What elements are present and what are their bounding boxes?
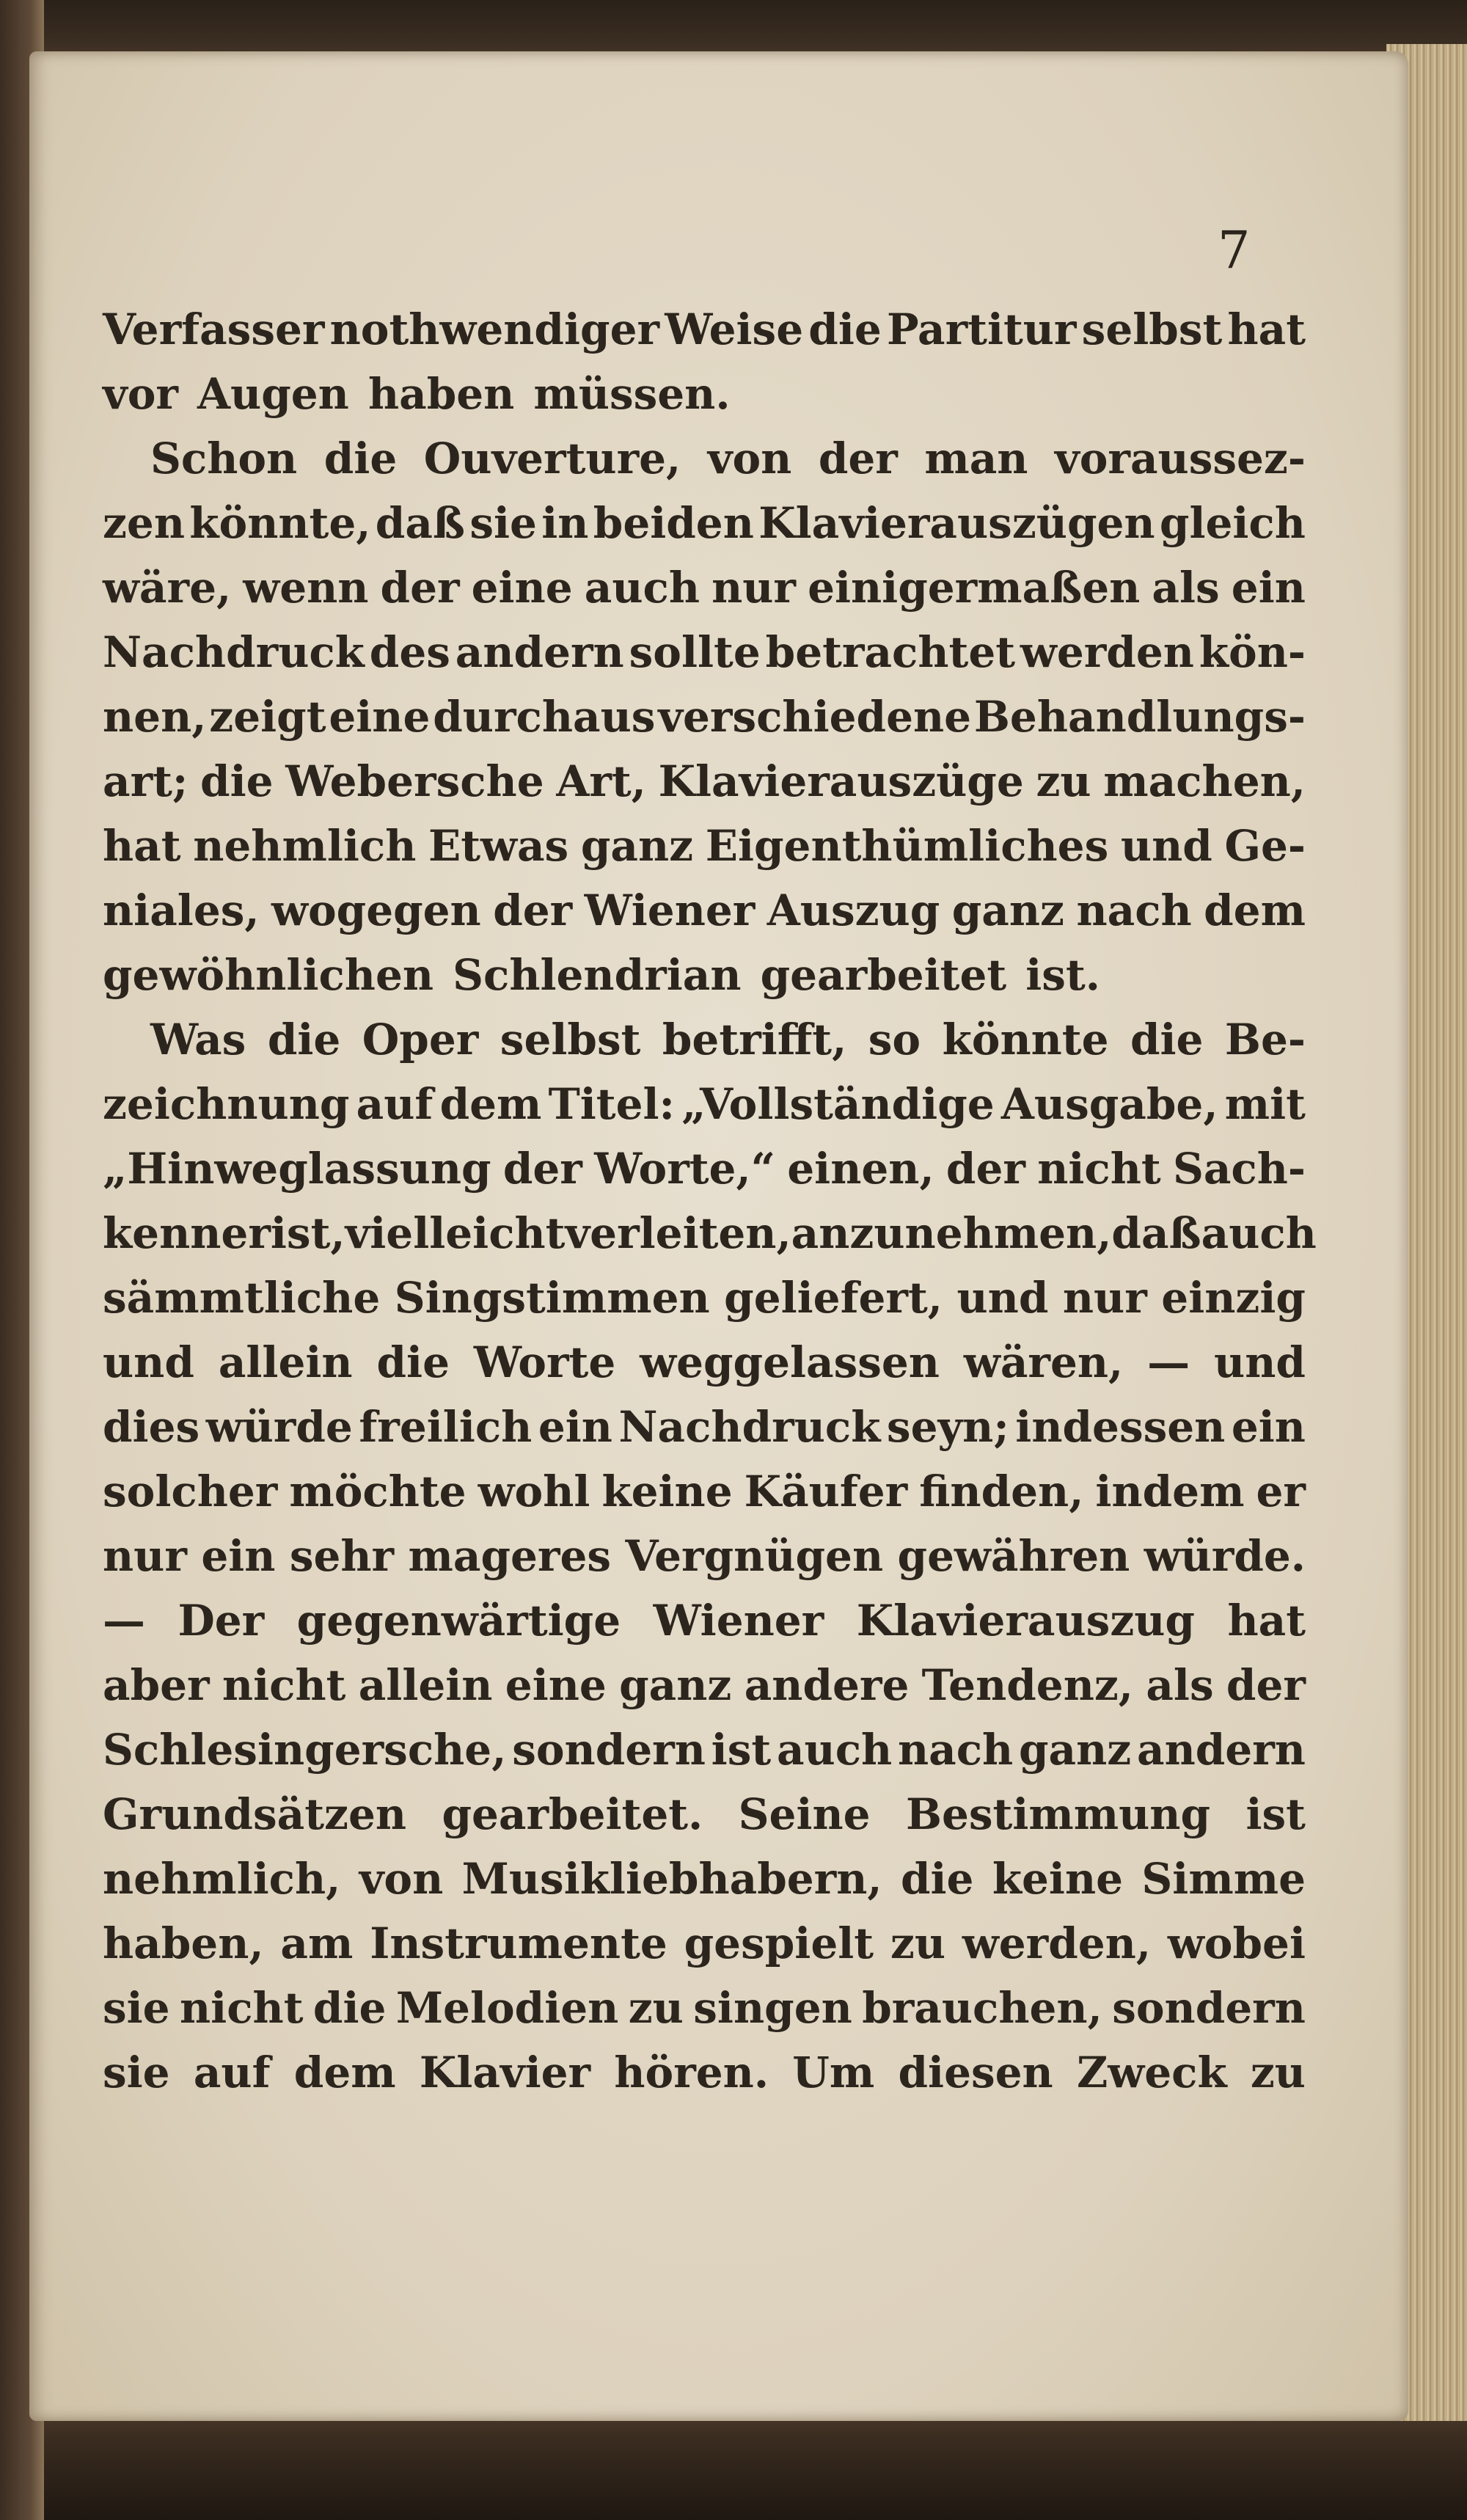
- word: freilich: [359, 1402, 533, 1452]
- word: Bestimmung: [905, 1789, 1211, 1839]
- word: gearbeitet.: [442, 1789, 703, 1839]
- body-text: [103, 297, 1317, 2105]
- word: gewöhnlichen: [103, 950, 434, 1000]
- word: geliefert,: [724, 1273, 943, 1323]
- word: sie: [469, 498, 537, 548]
- word: Was: [150, 1015, 246, 1064]
- word: haben,: [103, 1918, 264, 1968]
- word: ist: [1245, 1789, 1306, 1839]
- word: der: [380, 563, 460, 613]
- word: allein: [358, 1660, 493, 1710]
- word: „Hinweglassung: [103, 1144, 491, 1194]
- word: Der: [178, 1596, 265, 1646]
- word: dem: [293, 2048, 396, 2097]
- text-line: [103, 555, 1306, 620]
- text-line: [103, 1588, 1306, 1653]
- word: auch: [1201, 1208, 1317, 1258]
- word: aber: [103, 1660, 210, 1710]
- word: ganz: [619, 1660, 732, 1710]
- word: die: [808, 304, 882, 354]
- word: der: [1226, 1660, 1306, 1710]
- word: Eigenthümliches: [705, 821, 1109, 871]
- text-line: [103, 1717, 1306, 1782]
- word: ganz: [951, 885, 1064, 935]
- word: gearbeitet: [760, 950, 1007, 1000]
- word: Ge-: [1224, 821, 1306, 871]
- word: Wiener: [653, 1596, 824, 1646]
- word: Webersche: [285, 756, 544, 806]
- word: selbst: [500, 1015, 641, 1064]
- word: Klavierauszügen: [758, 498, 1155, 548]
- word: gewähren: [897, 1531, 1130, 1581]
- text-line: [103, 749, 1306, 814]
- word: diesen: [898, 2048, 1053, 2097]
- word: —: [1147, 1337, 1190, 1387]
- word: von: [359, 1854, 444, 1904]
- word: sämmtliche: [103, 1273, 381, 1323]
- word: Grundsätzen: [103, 1789, 407, 1839]
- word: andern: [1137, 1725, 1306, 1775]
- word: Worte: [473, 1337, 616, 1387]
- text-line: [103, 1653, 1306, 1717]
- text-line: [103, 620, 1306, 684]
- word: Singstimmen: [394, 1273, 710, 1323]
- word: nur: [1062, 1273, 1147, 1323]
- word: Käufer: [744, 1467, 908, 1516]
- text-line: [103, 1976, 1306, 2040]
- word: nehmlich: [193, 821, 417, 871]
- word: Schlesingersche,: [103, 1725, 507, 1775]
- word: ist: [711, 1725, 772, 1775]
- word: zen: [103, 498, 186, 548]
- word: Vergnügen: [625, 1531, 884, 1581]
- word: indessen: [1015, 1402, 1226, 1452]
- word: zu: [1250, 2048, 1306, 2097]
- word: und: [1214, 1337, 1306, 1387]
- word: und: [956, 1273, 1049, 1323]
- word: hat: [103, 821, 181, 871]
- word: Nachdruck: [618, 1402, 881, 1452]
- text-line: [103, 1136, 1306, 1201]
- text-line: [103, 1330, 1306, 1395]
- word: finden,: [919, 1467, 1084, 1516]
- word: Worte,“: [594, 1144, 776, 1194]
- word: andere: [744, 1660, 910, 1710]
- word: so: [868, 1015, 921, 1064]
- text-line: [103, 297, 1306, 362]
- text-line: [103, 491, 1306, 555]
- word: andern: [455, 627, 624, 677]
- word: sondern: [1112, 1983, 1306, 2033]
- word: brauchen,: [862, 1983, 1102, 2033]
- word: in: [541, 498, 589, 548]
- word: ein: [1231, 563, 1306, 613]
- word: der: [493, 885, 573, 935]
- word: Nachdruck: [103, 627, 365, 677]
- word: gleich: [1159, 498, 1306, 548]
- word: Musikliebhabern,: [461, 1854, 882, 1904]
- word: Art,: [556, 756, 646, 806]
- word: die: [376, 1337, 450, 1387]
- word: nicht: [1037, 1144, 1161, 1194]
- word: sehr: [289, 1531, 395, 1581]
- word: Behandlungs-: [973, 692, 1306, 742]
- word: gespielt: [684, 1918, 874, 1968]
- text-line: [103, 1072, 1306, 1136]
- text-line: [103, 1201, 1317, 1266]
- word: ein: [538, 1402, 612, 1452]
- word: als: [1146, 1660, 1214, 1710]
- word: Klavier: [419, 2048, 591, 2097]
- text-line: [103, 1782, 1306, 1847]
- word: Instrumente: [370, 1918, 667, 1968]
- word: weggelassen: [640, 1337, 940, 1387]
- word: vielleicht: [345, 1208, 566, 1258]
- text-line: [103, 1007, 1306, 1072]
- word: könnte: [942, 1015, 1109, 1064]
- word: werden: [1020, 627, 1194, 677]
- word: einzig: [1161, 1273, 1306, 1323]
- word: seyn;: [886, 1402, 1009, 1452]
- text-line: [103, 2040, 1306, 2105]
- word: nicht: [180, 1983, 304, 2033]
- word: Weise: [665, 304, 804, 354]
- word: kenner: [103, 1208, 271, 1258]
- word: einen,: [787, 1144, 934, 1194]
- word: nen,: [103, 692, 207, 742]
- word: machen,: [1103, 756, 1306, 806]
- word: am: [280, 1918, 354, 1968]
- word: als: [1152, 563, 1220, 613]
- word: des: [369, 627, 450, 677]
- word: nach: [897, 1725, 1014, 1775]
- word: Tendenz,: [921, 1660, 1134, 1710]
- word: gegenwärtige: [296, 1596, 621, 1646]
- word: und: [1120, 821, 1212, 871]
- text-line: [103, 878, 1306, 943]
- word: die: [312, 1983, 387, 2033]
- word: möchte: [289, 1467, 467, 1516]
- word: nach: [1076, 885, 1192, 935]
- word: der: [502, 1144, 582, 1194]
- word: sollte: [629, 627, 761, 677]
- word: Ausgabe,: [1000, 1079, 1218, 1129]
- word: die: [1130, 1015, 1204, 1064]
- text-line: [103, 362, 1306, 426]
- word: wenn: [243, 563, 369, 613]
- word: werden,: [962, 1918, 1152, 1968]
- word: auch: [776, 1725, 893, 1775]
- word: Melodien: [395, 1983, 619, 2033]
- word: ist,: [270, 1208, 345, 1258]
- word: könnte,: [189, 498, 371, 548]
- word: selbst: [1081, 304, 1223, 354]
- word: würde: [205, 1402, 353, 1452]
- word: nur: [103, 1531, 187, 1581]
- word: keine: [992, 1854, 1124, 1904]
- word: wären,: [963, 1337, 1124, 1387]
- word: die: [323, 434, 398, 483]
- text-line: [103, 814, 1306, 878]
- word: nehmlich,: [103, 1854, 341, 1904]
- word: nothwendiger: [329, 304, 660, 354]
- text-line: [103, 1459, 1306, 1524]
- text-line: [103, 943, 1306, 1007]
- word: dies: [103, 1402, 200, 1452]
- word: zeichnung: [103, 1079, 350, 1129]
- word: „Vollständige: [681, 1079, 995, 1129]
- word: dem: [439, 1079, 542, 1129]
- word: Klavierauszüge: [658, 756, 1024, 806]
- word: dem: [1204, 885, 1306, 935]
- word: kön-: [1199, 627, 1306, 677]
- word: von: [707, 434, 792, 483]
- word: eine: [471, 563, 573, 613]
- word: zu: [628, 1983, 684, 2033]
- word: Sach-: [1172, 1144, 1306, 1194]
- word: Simme: [1141, 1854, 1306, 1904]
- word: die: [267, 1015, 341, 1064]
- word: einigermaßen: [808, 563, 1141, 613]
- word: sie: [103, 2048, 170, 2097]
- word: nicht: [222, 1660, 346, 1710]
- text-line: [103, 1395, 1306, 1459]
- word: —: [103, 1596, 145, 1646]
- word: sie: [103, 1983, 170, 2033]
- word: wobei: [1167, 1918, 1306, 1968]
- word: art;: [103, 756, 189, 806]
- word: Zweck: [1076, 2048, 1227, 2097]
- word: wohl: [478, 1467, 590, 1516]
- word: Klavierauszug: [856, 1596, 1195, 1646]
- word: indem: [1095, 1467, 1245, 1516]
- word: auch: [584, 563, 700, 613]
- word: auf: [356, 1079, 433, 1129]
- word: nur: [711, 563, 796, 613]
- word: voraussez-: [1055, 434, 1306, 483]
- word: durchaus: [433, 692, 656, 742]
- word: betrachtet: [765, 627, 1016, 677]
- word: wäre,: [103, 563, 232, 613]
- word: wogegen: [271, 885, 481, 935]
- word: müssen.: [533, 369, 731, 419]
- word: daß: [375, 498, 465, 548]
- word: Wiener: [584, 885, 756, 935]
- word: der: [945, 1144, 1025, 1194]
- text-line: [103, 1847, 1306, 1911]
- word: Augen: [197, 369, 349, 419]
- word: Schlendrian: [453, 950, 742, 1000]
- word: zeigt: [209, 692, 326, 742]
- word: singen: [693, 1983, 852, 2033]
- word: Partitur: [886, 304, 1077, 354]
- word: ein: [1231, 1402, 1306, 1452]
- word: mageres: [408, 1531, 612, 1581]
- word: eine: [505, 1660, 607, 1710]
- text-line: [103, 426, 1306, 491]
- word: die: [900, 1854, 974, 1904]
- word: ein: [201, 1531, 276, 1581]
- word: hat: [1227, 304, 1306, 354]
- word: hat: [1227, 1596, 1306, 1646]
- word: verleiten,: [565, 1208, 791, 1258]
- word: eine: [329, 692, 431, 742]
- word: sondern: [512, 1725, 706, 1775]
- word: Ouverture,: [423, 434, 681, 483]
- word: niales,: [103, 885, 260, 935]
- word: Schon: [150, 434, 298, 483]
- word: daß: [1111, 1208, 1201, 1258]
- word: ganz: [1018, 1725, 1132, 1775]
- word: würde.: [1144, 1531, 1306, 1581]
- word: betrifft,: [662, 1015, 847, 1064]
- word: Um: [792, 2048, 875, 2097]
- word: er: [1256, 1467, 1306, 1516]
- text-line: [103, 1524, 1306, 1588]
- word: Seine: [738, 1789, 871, 1839]
- word: hören.: [614, 2048, 769, 2097]
- word: Oper: [362, 1015, 479, 1064]
- word: man: [924, 434, 1028, 483]
- word: Titel:: [548, 1079, 675, 1129]
- word: beiden: [593, 498, 754, 548]
- word: keine: [601, 1467, 733, 1516]
- word: anzunehmen,: [791, 1208, 1112, 1258]
- word: vor: [103, 369, 178, 419]
- word: Be-: [1224, 1015, 1306, 1064]
- word: verschiedene: [658, 692, 972, 742]
- word: Auszug: [767, 885, 940, 935]
- word: Verfasser: [103, 304, 325, 354]
- text-line: [103, 1266, 1306, 1330]
- word: der: [818, 434, 898, 483]
- word: allein: [218, 1337, 353, 1387]
- word: ist.: [1025, 950, 1100, 1000]
- word: und: [103, 1337, 194, 1387]
- word: haben: [367, 369, 515, 419]
- word: die: [200, 756, 274, 806]
- text-line: [103, 1911, 1306, 1976]
- word: mit: [1224, 1079, 1306, 1129]
- word: solcher: [103, 1467, 278, 1516]
- word: zu: [890, 1918, 945, 1968]
- word: Etwas: [428, 821, 569, 871]
- page-number: 7: [1218, 220, 1251, 280]
- word: zu: [1036, 756, 1091, 806]
- word: ganz: [580, 821, 694, 871]
- text-line: [103, 684, 1306, 749]
- word: auf: [193, 2048, 271, 2097]
